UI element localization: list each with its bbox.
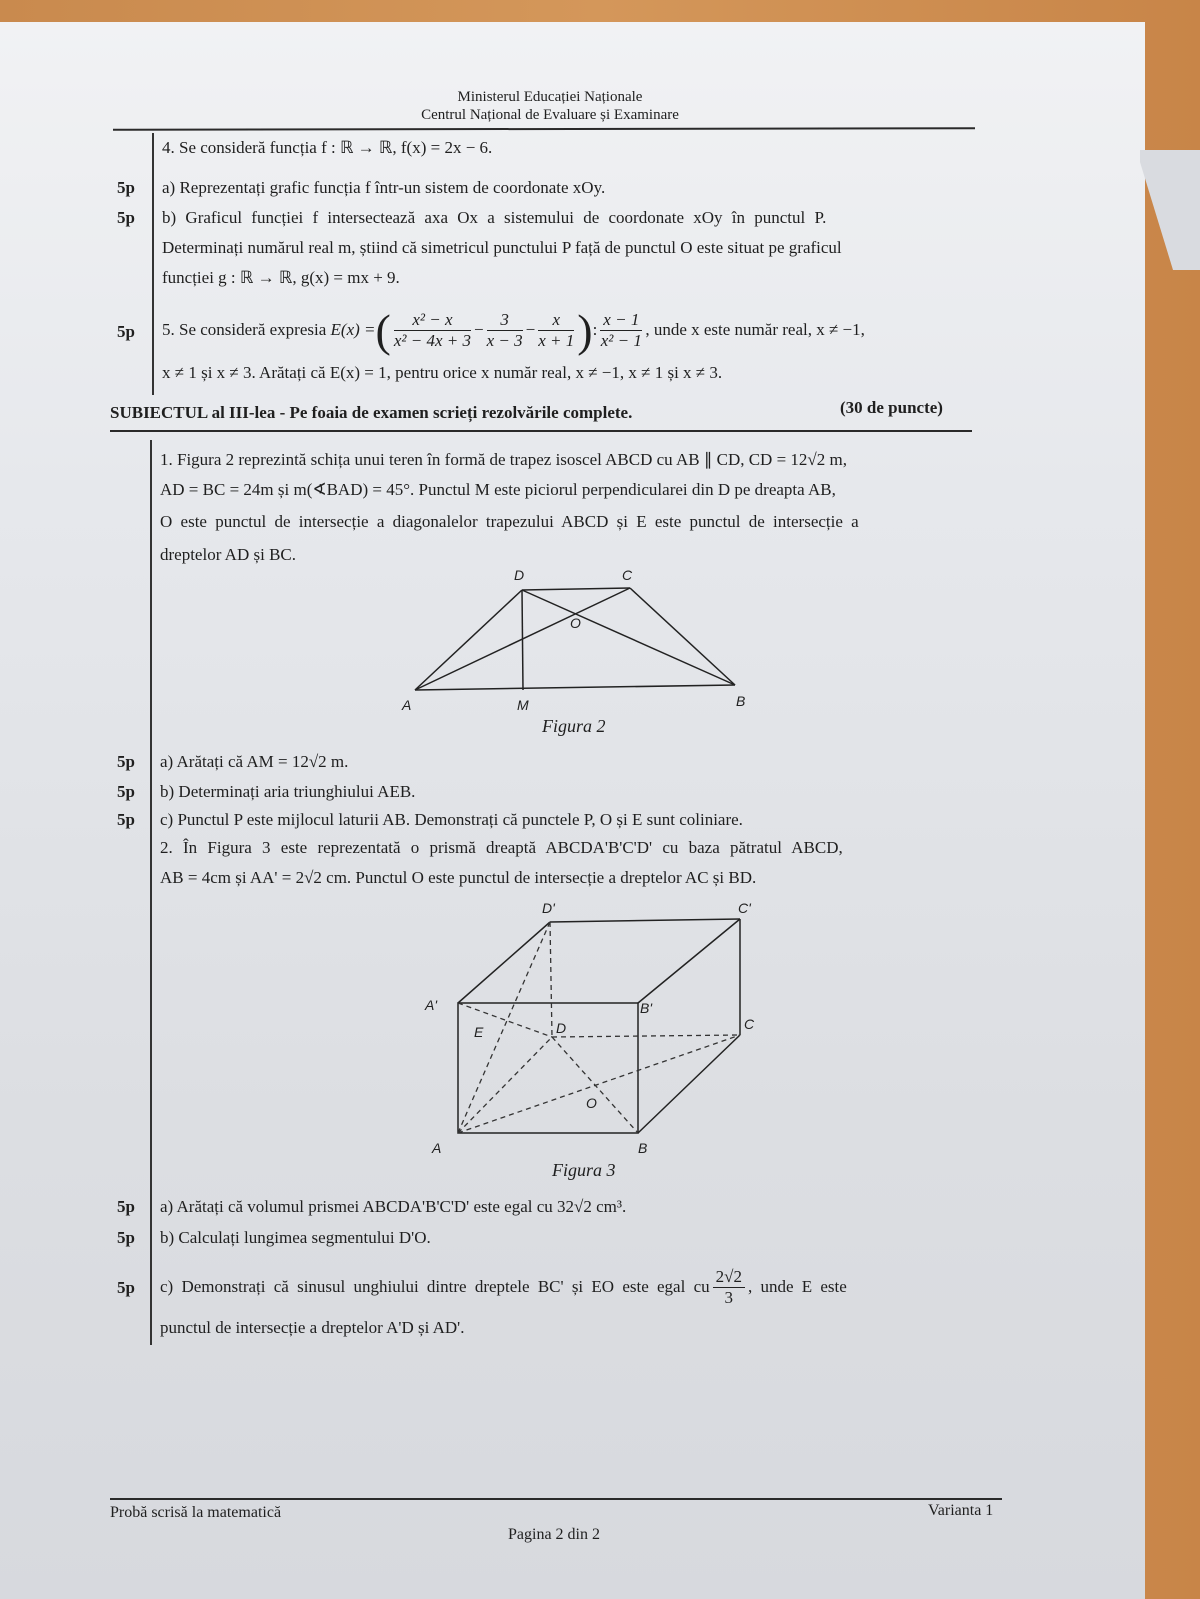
ministry-name: Ministerul Educației Naționale	[457, 89, 643, 105]
svg-text:M: M	[517, 697, 529, 710]
q1c-text: c) Punctul P este mijlocul laturii AB. Demonstrați că punctele P, O și E sunt coliniare.	[160, 810, 743, 829]
q1a-points: 5p	[117, 752, 135, 771]
right-paren: )	[577, 304, 593, 356]
q2c-fraction: $\frac{2√2}{3}$	[713, 1267, 745, 1308]
figure-3-caption: Figura 3	[552, 1160, 616, 1180]
q5-line2: x ≠ 1 și x ≠ 3. Arătați că E(x) = 1, pentru orice x număr real, x ≠ −1, x ≠ 1 și x ≠ 3.	[162, 363, 723, 382]
q5-tail: , unde x este număr real, x ≠ −1,	[645, 320, 865, 339]
q2c-line2: punctul de intersecție a dreptelor A'D și AD'.	[160, 1318, 465, 1337]
svg-text:A: A	[432, 1140, 442, 1156]
q2c-post: , unde E este	[747, 1277, 847, 1296]
q1-line1: 1. Figura 2 reprezintă schița unui teren în formă de trapez isoscel ABCD cu AB ∥ CD, CD = 12√2 m,	[160, 450, 847, 469]
svg-text:D: D	[556, 1020, 567, 1036]
fraction-2: $\frac{3}{x - 3}$	[486, 309, 523, 350]
svg-text:C: C	[622, 567, 633, 583]
second-sheet-corner	[1140, 150, 1200, 270]
q2b-text: b) Calculați lungimea segmentului D'O.	[160, 1228, 431, 1247]
svg-text:E: E	[474, 1024, 484, 1040]
q5-lhs: E(x) =	[330, 320, 376, 339]
svg-text:A': A'	[425, 997, 438, 1013]
q1-line3: O este punctul de intersecție a diagonalelor trapezului ABCD și E este punctul de intersecție a	[160, 512, 859, 531]
q5-points: 5p	[117, 322, 135, 341]
q4b-points: 5p	[117, 208, 135, 227]
q1a-text: a) Arătați că AM = 12√2 m.	[160, 752, 349, 771]
q2-line2: AB = 4cm și AA' = 2√2 cm. Punctul O este punctul de intersecție a dreptelor AC și BD.	[160, 868, 757, 887]
q2-line1: 2. În Figura 3 este reprezentată o prismă dreaptă ABCDA'B'C'D' cu baza pătratul ABCD,	[160, 838, 843, 857]
svg-text:C': C'	[738, 900, 751, 916]
figure-2-trapezoid	[390, 560, 770, 710]
q2b-points: 5p	[117, 1228, 135, 1247]
svg-text:D': D'	[542, 900, 555, 916]
q2c-points: 5p	[117, 1278, 135, 1297]
subject3-score: (30 de puncte)	[840, 398, 943, 417]
footer-page: Pagina 2 din 2	[508, 1526, 600, 1543]
q2c-text	[160, 1262, 847, 1312]
q1-line4: dreptelor AD și BC.	[160, 545, 296, 564]
q4b-line1: b) Graficul funcției f intersectează axa Ox a sistemului de coordonate xOy în punctul P.	[162, 208, 827, 227]
q1-line2: AD = BC = 24m și m(∢BAD) = 45°. Punctul M este piciorul perpendicularei din D pe dreapta AB,	[160, 480, 836, 499]
svg-text:O: O	[586, 1095, 597, 1111]
svg-text:A: A	[402, 697, 412, 710]
svg-text:B': B'	[640, 1000, 653, 1016]
margin-line-bottom	[150, 440, 152, 1345]
q2c-pre: c) Demonstrați că sinusul unghiului dintre dreptele BC' și EO este egal cu	[160, 1277, 710, 1296]
q4a-points: 5p	[117, 178, 135, 197]
left-paren: (	[375, 304, 391, 356]
footer-rule	[110, 1498, 1002, 1500]
q1b-points: 5p	[117, 782, 135, 801]
q4b-line2: Determinați numărul real m, știind că simetricul punctului P față de punctul O este situat pe graficul	[162, 238, 842, 257]
q2a-points: 5p	[117, 1197, 135, 1216]
q4-intro: 4. Se consideră funcția f : ℝ → ℝ, f(x) = 2x − 6.	[162, 138, 493, 157]
page-header	[380, 88, 720, 124]
svg-text:B: B	[736, 693, 746, 709]
fraction-3: $\frac{x}{x + 1}$	[538, 309, 575, 350]
footer-left: Probă scrisă la matematică	[110, 1504, 282, 1521]
q1c-points: 5p	[117, 810, 135, 829]
q1b-text: b) Determinați aria triunghiului AEB.	[160, 782, 416, 801]
subject3-rule	[110, 430, 972, 432]
q5-expression: 5. Se consideră expresia E(x) = ( $\frac{\text{x² − x}}{\text{x² − 4x + 3}}$ − $\frac{3}{x - 3}$ − $\frac{x}{x + 1}$ ) : $\frac{x - 1}{\text{x² − 1}}$ , unde x este număr real, x ≠ −1,	[162, 304, 865, 356]
svg-text:O: O	[570, 615, 581, 631]
q5-intro: 5. Se consideră expresia	[162, 320, 327, 339]
figure-3-prism	[410, 895, 770, 1175]
svg-text:D: D	[514, 567, 525, 583]
margin-line-top	[152, 133, 154, 395]
fraction-1: $\frac{\text{x² − x}}{\text{x² − 4x + 3}}$	[393, 309, 471, 350]
figure-2-caption: Figura 2	[542, 716, 606, 736]
svg-text:C: C	[744, 1016, 755, 1032]
svg-text:B: B	[638, 1140, 648, 1156]
fraction-4: $\frac{x - 1}{\text{x² − 1}}$	[600, 309, 642, 350]
subject3-title: SUBIECTUL al III-lea - Pe foaia de examen scrieți rezolvările complete.	[110, 403, 633, 422]
q4a-text: a) Reprezentați grafic funcția f într-un sistem de coordonate xOy.	[162, 178, 606, 197]
q4b-line3: funcției g : ℝ → ℝ, g(x) = mx + 9.	[162, 268, 400, 287]
footer-variant: Varianta 1	[928, 1502, 994, 1519]
center-name: Centrul Național de Evaluare și Examinare	[421, 107, 679, 123]
q2a-text: a) Arătați că volumul prismei ABCDA'B'C'D' este egal cu 32√2 cm³.	[160, 1197, 627, 1216]
